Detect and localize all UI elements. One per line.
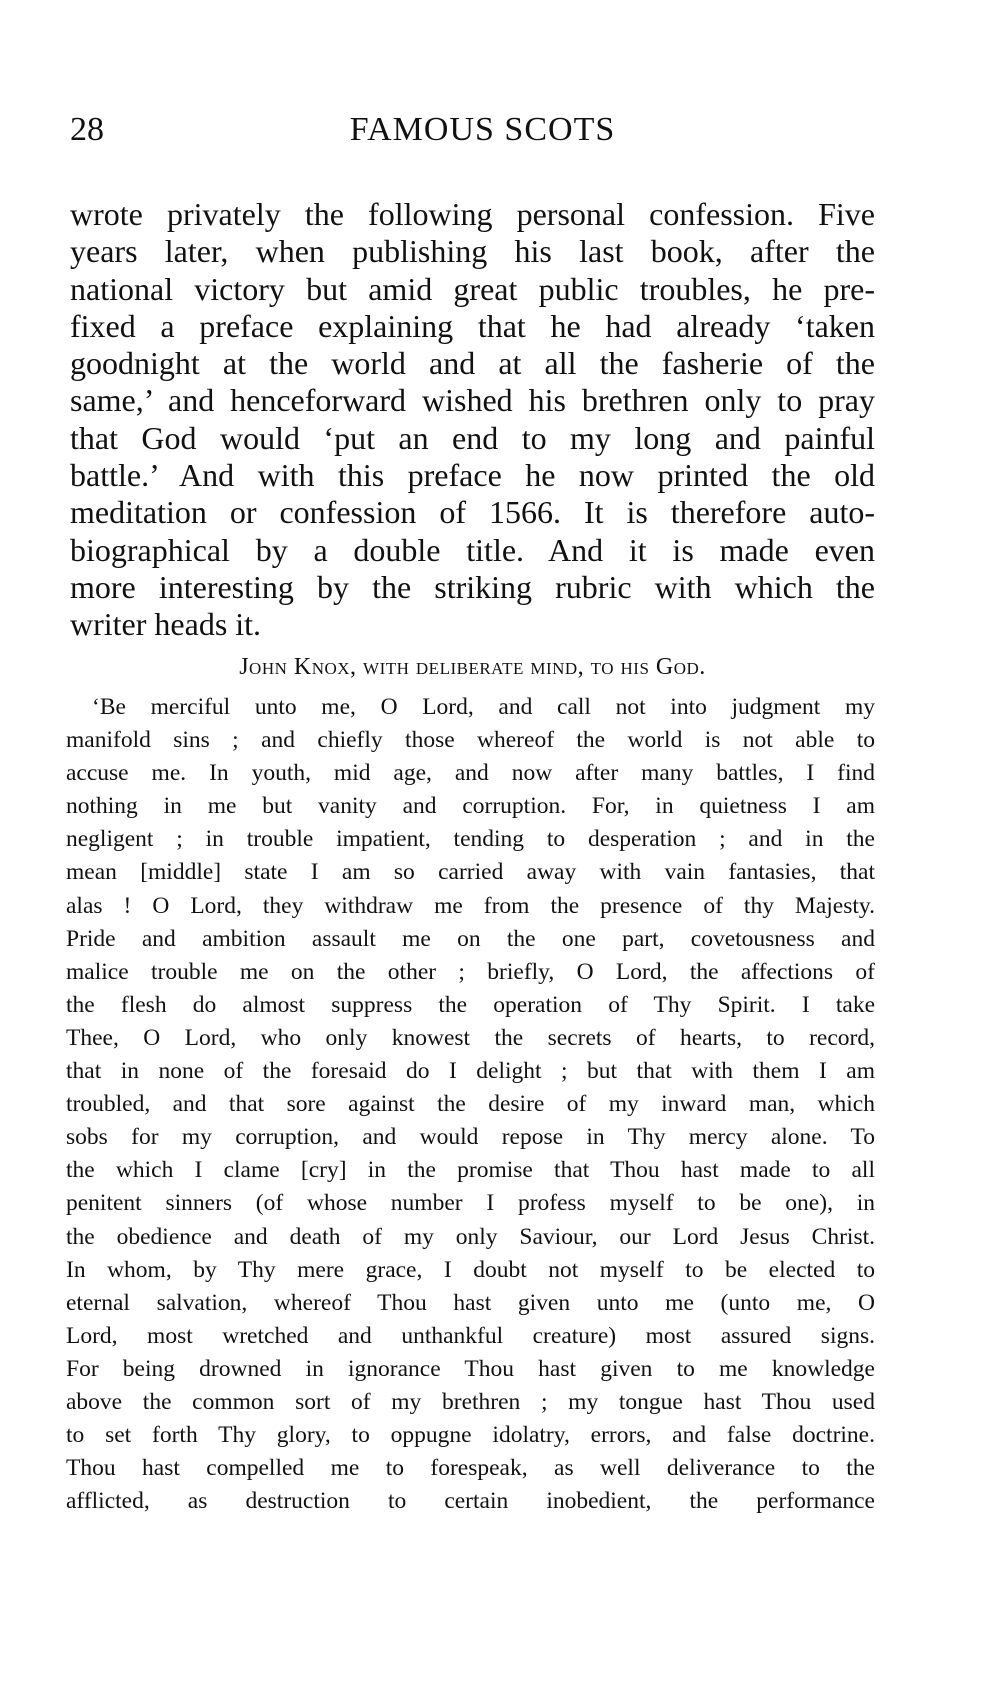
body-line: years later, when publishing his last book, after the [70,233,875,270]
quote-line: Thou hast compelled me to forespeak, as well deliverance to the [66,1455,875,1482]
quote-line: negligent ; in trouble impatient, tending to desperation ; and in the [66,826,875,853]
quote-line: above the common sort of my brethren ; my tongue hast Thou used [66,1388,875,1415]
quote-line: nothing in me but vanity and corruption. For, in quietness I am [66,793,875,820]
body-line: meditation or confession of 1566. It is therefore auto- [70,494,875,531]
body-line: biographical by a double title. And it is made even [70,531,875,568]
quote-line: ‘Be merciful unto me, O Lord, and call not into judgment my [92,694,875,720]
running-title: FAMOUS SCOTS [349,111,616,148]
confession-heading: John Knox, with deliberate mind, to his God. [239,654,706,680]
body-paragraph [70,196,875,644]
running-head [70,108,875,152]
body-line: fixed a preface explaining that he had already ‘taken [70,307,875,344]
quote-line: sobs for my corruption, and would repose in Thy mercy alone. To [66,1124,875,1151]
quote-line: accuse me. In youth, mid age, and now after many battles, I find [66,760,875,787]
body-line: more interesting by the striking rubric with which the [70,568,875,605]
confession-quote [66,691,875,1518]
body-line: national victory but amid great public troubles, he pre- [70,270,875,307]
body-line: same,’ and henceforward wished his brethren only to pray [70,382,875,419]
quote-line: troubled, and that sore against the desire of my inward man, which [66,1091,875,1118]
quote-line: For being drowned in ignorance Thou hast given to me knowledge [66,1355,875,1382]
quote-line: manifold sins ; and chiefly those whereof the world is not able to [66,727,875,754]
quote-line: Pride and ambition assault me on the one part, covetousness and [66,925,875,952]
body-line: that God would ‘put an end to my long and painful [70,419,875,456]
quote-line: to set forth Thy glory, to oppugne idolatry, errors, and false doctrine. [66,1422,875,1449]
quote-line: In whom, by Thy mere grace, I doubt not myself to be elected to [66,1256,875,1283]
body-line: goodnight at the world and at all the fasherie of the [70,345,875,382]
quote-line: malice trouble me on the other ; briefly, O Lord, the affections of [66,958,875,985]
page-number: 28 [70,111,104,148]
body-line: battle.’ And with this preface he now printed the old [70,457,875,494]
body-line: writer heads it. [70,606,262,643]
body-line: wrote privately the following personal confession. Five [70,196,875,232]
quote-line: the obedience and death of my only Saviour, our Lord Jesus Christ. [66,1223,875,1250]
quote-line: eternal salvation, whereof Thou hast given unto me (unto me, O [66,1289,875,1316]
quote-line: penitent sinners (of whose number I profess myself to be one), in [66,1190,875,1217]
quote-line: mean [middle] state I am so carried away with vain fantasies, that [66,859,875,886]
quote-line: afflicted, as destruction to certain inobedient, the performance [66,1488,875,1515]
quote-line: the which I clame [cry] in the promise that Thou hast made to all [66,1157,875,1184]
quote-line: Lord, most wretched and unthankful creature) most assured signs. [66,1322,875,1349]
quote-line: the flesh do almost suppress the operation of Thy Spirit. I take [66,991,875,1018]
quote-line: Thee, O Lord, who only knowest the secrets of hearts, to record, [66,1024,875,1051]
quote-line: that in none of the foresaid do I delight ; but that with them I am [66,1058,875,1085]
quote-line: alas ! O Lord, they withdraw me from the presence of thy Majesty. [66,892,875,919]
